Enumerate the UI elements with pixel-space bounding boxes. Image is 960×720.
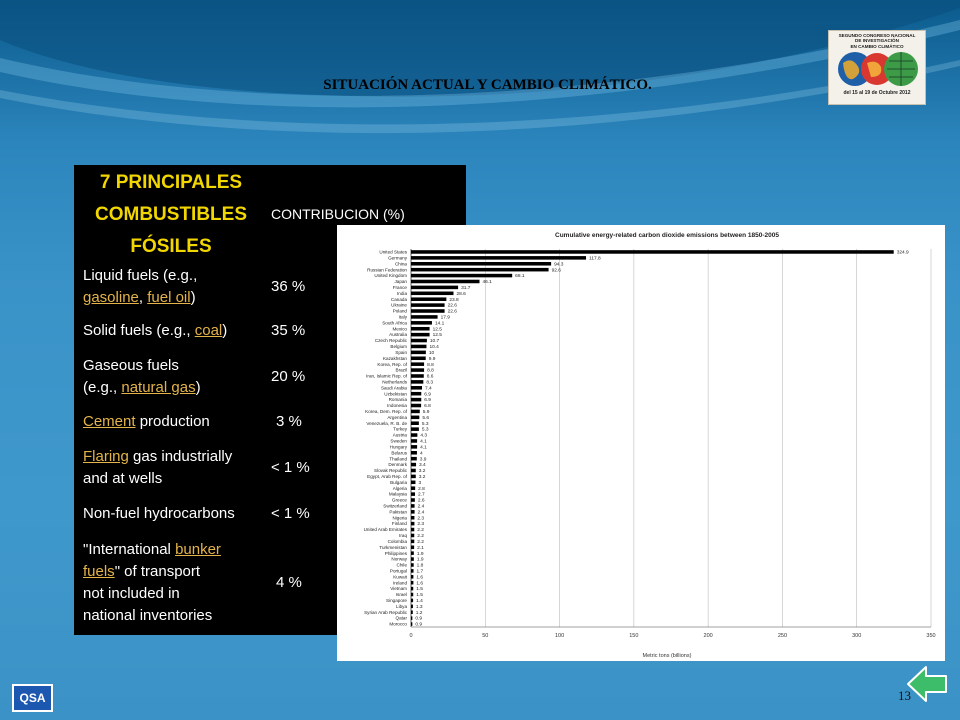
value-label: 1.7 xyxy=(416,569,424,575)
category-label: Uzbekistan xyxy=(384,391,407,397)
value-label: 1.9 xyxy=(416,557,424,563)
category-label: Iran, Islamic Rep. of xyxy=(366,373,407,379)
category-label: Netherlands xyxy=(382,379,407,385)
bar xyxy=(411,386,422,390)
table-header-fuels: 7 PRINCIPALES COMBUSTIBLES FÓSILES xyxy=(95,172,247,257)
value-label: 7.4 xyxy=(424,386,432,392)
category-label: Kazakhstan xyxy=(382,355,407,361)
bar xyxy=(411,351,426,355)
bar xyxy=(411,345,426,349)
category-label: Romania xyxy=(388,397,407,403)
value-label: 2.6 xyxy=(417,498,425,504)
bar xyxy=(411,439,417,443)
category-label: South Africa xyxy=(382,320,407,326)
category-label: Korea, Dem. Rep. of xyxy=(365,409,407,415)
logo-date: del 15 al 19 de Octubre 2012 xyxy=(843,90,911,96)
bar xyxy=(411,274,512,278)
value-label: 2.2 xyxy=(417,539,424,545)
category-label: Slovak Republic xyxy=(374,468,407,474)
value-label: 3 xyxy=(418,480,422,486)
bar xyxy=(411,433,417,437)
link-fuel-oil[interactable]: fuel oil xyxy=(147,288,191,306)
category-label: Czech Republic xyxy=(374,338,407,344)
bar xyxy=(411,622,412,626)
category-label: Italy xyxy=(398,314,407,320)
page-number: 13 xyxy=(898,688,911,703)
bar xyxy=(411,280,479,284)
back-arrow-icon[interactable] xyxy=(906,664,948,704)
bar xyxy=(411,445,417,449)
bar xyxy=(411,593,413,597)
category-label: Japan xyxy=(394,279,407,285)
row-label-solid: Solid fuels (e.g., coal) xyxy=(83,322,228,339)
category-label: France xyxy=(392,284,407,290)
value-label: 2.1 xyxy=(417,545,424,551)
value-label: 5.3 xyxy=(421,421,429,427)
bar xyxy=(411,540,414,544)
bar xyxy=(411,268,549,272)
category-label: United Kingdom xyxy=(374,273,407,279)
value-label: 8.8 xyxy=(427,368,434,374)
category-label: Israel xyxy=(395,592,407,598)
bar xyxy=(411,545,414,549)
value-label: 22.6 xyxy=(447,303,457,309)
bar xyxy=(411,569,414,573)
bar xyxy=(411,504,415,508)
category-label: Belgium xyxy=(390,344,407,350)
bar xyxy=(411,510,415,514)
row-value: 3 % xyxy=(276,413,302,430)
value-label: 17.9 xyxy=(440,315,450,321)
category-label: Colombia xyxy=(387,538,407,544)
x-tick-label: 0 xyxy=(409,633,413,639)
qsa-logo: QSA xyxy=(12,684,53,712)
category-label: Argentina xyxy=(387,414,407,420)
bar xyxy=(411,457,417,461)
globe-emblem-icon xyxy=(829,49,926,89)
bar xyxy=(411,587,413,591)
category-label: Algeria xyxy=(392,485,407,491)
value-label: 3.2 xyxy=(418,474,426,480)
value-label: 1.5 xyxy=(416,587,423,593)
bar xyxy=(411,356,426,360)
value-label: 2.8 xyxy=(418,486,425,492)
category-label: Pakistan xyxy=(389,509,407,515)
bar xyxy=(411,321,432,325)
bar xyxy=(411,534,414,538)
link-natural-gas[interactable]: natural gas xyxy=(121,379,196,396)
value-label: 10.4 xyxy=(429,345,439,351)
value-label: 28.6 xyxy=(456,291,466,297)
x-tick-label: 200 xyxy=(703,633,713,639)
link-cement[interactable]: Cement xyxy=(83,413,136,430)
value-label: 31.7 xyxy=(461,285,471,291)
value-label: 1.8 xyxy=(416,563,424,569)
category-label: Australia xyxy=(389,332,407,338)
category-label: Egypt, Arab Rep. of xyxy=(367,473,407,479)
category-label: Hungary xyxy=(389,444,407,450)
x-tick-label: 150 xyxy=(629,633,639,639)
value-label: 1.9 xyxy=(416,551,424,557)
category-label: Ukraine xyxy=(391,302,407,308)
value-label: 1.5 xyxy=(416,593,423,599)
row-value: < 1 % xyxy=(271,504,310,522)
category-label: United States xyxy=(379,249,407,255)
value-label: 8.6 xyxy=(426,374,434,380)
value-label: 8.3 xyxy=(426,380,434,386)
category-label: Denmark xyxy=(388,462,407,468)
value-label: 117.8 xyxy=(589,256,601,262)
category-label: Iraq xyxy=(399,533,407,539)
value-label: 2.7 xyxy=(418,492,425,498)
category-label: Norway xyxy=(391,556,407,562)
bar xyxy=(411,315,438,319)
category-label: Saudi Arabia xyxy=(380,385,407,391)
category-label: Mexico xyxy=(392,326,407,332)
bar xyxy=(411,463,416,467)
category-label: Bulgaria xyxy=(390,479,407,485)
value-label: 10 xyxy=(428,350,435,356)
value-label: 1.2 xyxy=(415,610,423,616)
category-label: Malaysia xyxy=(388,491,407,497)
value-label: 1.6 xyxy=(416,575,424,581)
x-tick-label: 100 xyxy=(554,633,565,639)
row-value: 4 % xyxy=(276,574,302,591)
category-label: Singapore xyxy=(386,598,407,604)
bar xyxy=(411,309,445,313)
x-tick-label: 300 xyxy=(852,633,862,639)
x-tick-label: 50 xyxy=(482,633,489,639)
bar xyxy=(411,528,414,532)
bar xyxy=(411,421,419,425)
category-label: Indonesia xyxy=(387,403,407,409)
value-label: 2.4 xyxy=(417,504,425,510)
value-label: 4.3 xyxy=(420,433,428,439)
bar xyxy=(411,303,445,307)
category-label: Sweden xyxy=(390,438,407,444)
row-label-bunker: "International bunker fuels" of transport not included in national inventories xyxy=(83,541,221,624)
bar xyxy=(411,250,894,254)
x-tick-label: 250 xyxy=(777,633,788,639)
category-label: Belarus xyxy=(391,450,407,456)
bar xyxy=(411,599,413,603)
value-label: 6.8 xyxy=(424,404,431,410)
bar xyxy=(411,522,414,526)
x-tick-label: 350 xyxy=(926,633,936,639)
bar xyxy=(411,410,420,414)
value-label: 3.2 xyxy=(418,469,426,475)
bar xyxy=(411,516,414,520)
slide-title: SITUACIÓN ACTUAL Y CAMBIO CLIMÁTICO. xyxy=(323,77,652,93)
link-gasoline[interactable]: gasoline xyxy=(83,288,139,306)
row-label-flaring: Flaring gas industrially and at wells xyxy=(83,448,233,487)
category-label: Philippines xyxy=(384,550,407,556)
bar xyxy=(411,297,446,301)
chart-title: Cumulative energy-related carbon dioxide emissions between 1850-2005 xyxy=(555,232,779,239)
table-header-contribution: CONTRIBUCION (%) xyxy=(271,206,405,222)
bar xyxy=(411,616,412,620)
value-label: 2.3 xyxy=(417,516,425,522)
category-label: Greece xyxy=(391,497,407,503)
logo-line-1: SEGUNDO CONGRESO NACIONAL xyxy=(838,33,916,38)
value-label: 1.3 xyxy=(415,604,423,610)
category-label: Thailand xyxy=(389,456,407,462)
logo-line-3: EN CAMBIO CLIMÁTICO xyxy=(850,43,904,49)
category-label: Venezuela, R. B. de xyxy=(366,420,407,426)
link-fuels[interactable]: fuels xyxy=(83,563,115,580)
value-label: 6.9 xyxy=(424,392,431,398)
value-label: 94.3 xyxy=(554,262,564,268)
value-label: 0.9 xyxy=(415,622,423,628)
category-label: Chile xyxy=(396,562,407,568)
bar xyxy=(411,286,458,290)
emissions-chart xyxy=(337,225,945,661)
value-label: 2.2 xyxy=(417,534,424,540)
bar xyxy=(411,416,419,420)
value-label: 2.4 xyxy=(417,510,425,516)
value-label: 4.1 xyxy=(420,439,427,445)
bar xyxy=(411,486,415,490)
category-label: Turkey xyxy=(393,426,407,432)
bar xyxy=(411,492,415,496)
value-label: 8.8 xyxy=(427,362,434,368)
value-label: 3.4 xyxy=(419,463,426,469)
row-label-non-fuel: Non-fuel hydrocarbons xyxy=(83,504,235,522)
category-label: Nigeria xyxy=(392,515,407,521)
bar xyxy=(411,327,430,331)
category-label: Canada xyxy=(390,296,407,302)
bar xyxy=(411,481,415,485)
category-label: Poland xyxy=(392,308,407,314)
bar xyxy=(411,362,424,366)
value-label: 12.5 xyxy=(432,333,442,339)
bar xyxy=(411,475,416,479)
value-label: 5.3 xyxy=(421,427,429,433)
bar xyxy=(411,551,414,555)
row-label-liquid: Liquid fuels (e.g., gasoline, fuel oil) xyxy=(83,266,198,306)
congress-logo xyxy=(828,30,926,105)
bar xyxy=(411,256,586,260)
value-label: 2.2 xyxy=(417,528,424,534)
value-label: 3.9 xyxy=(419,457,427,463)
category-label: United Arab Emirates xyxy=(363,527,407,533)
value-label: 12.5 xyxy=(432,327,442,333)
value-label: 4 xyxy=(419,451,423,457)
category-label: Libya xyxy=(396,603,407,609)
bar xyxy=(411,339,427,343)
bar xyxy=(411,292,453,296)
category-label: Finland xyxy=(391,521,407,527)
value-label: 2.3 xyxy=(417,522,425,528)
bar xyxy=(411,262,551,266)
category-label: Korea, Rep. of xyxy=(377,361,407,367)
row-label-cement: Cement production xyxy=(83,413,210,430)
value-label: 46.1 xyxy=(482,280,492,286)
bar xyxy=(411,557,414,561)
category-label: Switzerland xyxy=(383,503,407,509)
category-label: Spain xyxy=(395,349,407,355)
value-label: 5.6 xyxy=(422,415,429,421)
value-label: 23.8 xyxy=(449,297,459,303)
category-label: Qatar xyxy=(395,615,407,621)
category-label: Vietnam xyxy=(390,586,407,592)
category-label: Russian Federation xyxy=(367,267,407,273)
x-axis-label: Metric tons (billions) xyxy=(642,653,692,659)
bar xyxy=(411,380,423,384)
bar xyxy=(411,610,413,614)
bar xyxy=(411,581,413,585)
value-label: 1.6 xyxy=(416,581,424,587)
category-label: Turkmenistan xyxy=(379,544,407,550)
category-label: Germany xyxy=(388,255,407,261)
row-value: 35 % xyxy=(271,322,306,339)
bar xyxy=(411,427,419,431)
link-bunker[interactable]: bunker xyxy=(175,541,221,558)
value-label: 68.1 xyxy=(515,274,525,280)
value-label: 10.7 xyxy=(429,339,440,345)
value-label: 4.1 xyxy=(420,445,427,451)
bar xyxy=(411,451,417,455)
category-label: Ireland xyxy=(392,580,407,586)
category-label: India xyxy=(397,290,407,296)
category-label: China xyxy=(394,261,407,267)
bar xyxy=(411,469,416,473)
bar xyxy=(411,575,413,579)
emissions-chart-svg xyxy=(337,225,945,661)
value-label: 6.9 xyxy=(424,398,431,404)
bar xyxy=(411,333,430,337)
row-value: < 1 % xyxy=(271,459,310,476)
row-value: 20 % xyxy=(271,368,306,385)
value-label: 9.9 xyxy=(428,356,436,362)
logo-line-2: DE INVESTIGACIÓN xyxy=(855,38,899,44)
bar xyxy=(411,404,421,408)
value-label: 324.9 xyxy=(896,250,909,256)
value-label: 92.6 xyxy=(551,268,561,274)
value-label: 5.9 xyxy=(422,410,430,416)
row-value: 36 % xyxy=(271,277,306,295)
bar xyxy=(411,498,415,502)
category-label: Morocco xyxy=(389,621,407,627)
value-label: 0.9 xyxy=(415,616,423,622)
link-flaring[interactable]: Flaring xyxy=(83,448,129,465)
bar xyxy=(411,398,421,402)
bar xyxy=(411,368,424,372)
category-label: Kuwait xyxy=(393,574,407,580)
bar xyxy=(411,605,413,609)
value-label: 22.6 xyxy=(447,309,457,315)
category-label: Brazil xyxy=(395,367,407,373)
row-label-gaseous: Gaseous fuels (e.g., natural gas) xyxy=(83,357,201,396)
bar xyxy=(411,374,424,378)
category-label: Syrian Arab Republic xyxy=(364,609,407,615)
value-label: 1.4 xyxy=(416,599,423,605)
value-label: 14.1 xyxy=(434,321,445,327)
bar xyxy=(411,392,421,396)
link-coal[interactable]: coal xyxy=(194,322,223,339)
category-label: Austria xyxy=(392,432,407,438)
bar xyxy=(411,563,414,567)
category-label: Portugal xyxy=(389,568,407,574)
